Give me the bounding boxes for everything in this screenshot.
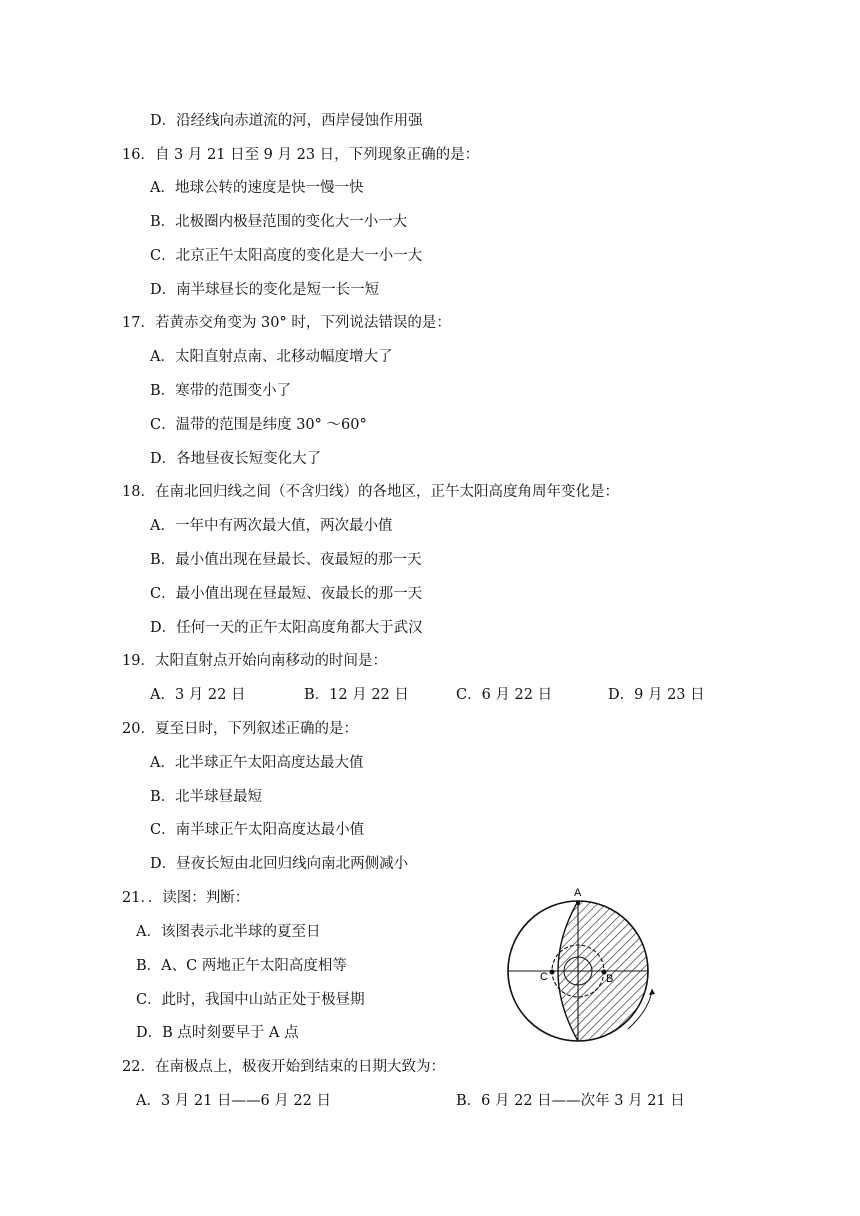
question-17: 17．若黄赤交角变为 30° 时，下列说法错误的是：: [122, 315, 451, 331]
question-20-option-d: D．昼夜长短由北回归线向南北两侧减小: [150, 856, 409, 872]
question-18-option-a: A．一年中有两次最大值，两次最小值: [150, 518, 393, 534]
question-16-option-c: C．北京正午太阳高度的变化是大一小一大: [150, 248, 423, 264]
question-21-option-b: B．A、C 两地正午太阳高度相等: [136, 958, 347, 974]
question-16-option-a: A．地球公转的速度是快一慢一快: [150, 180, 364, 196]
question-20-option-c: C．南半球正午太阳高度达最小值: [150, 822, 365, 838]
question-16: 16．自 3 月 21 日至 9 月 23 日，下列现象正确的是：: [122, 147, 480, 163]
question-17-option-b: B．寒带的范围变小了: [150, 383, 292, 399]
question-19: 19．太阳直射点开始向南移动的时间是：: [122, 653, 387, 669]
question-22: 22．在南极点上，极夜开始到结束的日期大致为：: [122, 1059, 445, 1075]
question-21-option-c: C．此时，我国中山站正处于极昼期: [136, 992, 365, 1008]
question-17-option-d: D．各地昼夜长短变化大了: [150, 451, 322, 467]
question-21-option-a: A．该图表示北半球的夏至日: [136, 924, 321, 940]
label-b: B: [606, 973, 614, 985]
point-c-dot: [550, 970, 555, 975]
question-16-option-b: B．北极圈内极昼范围的变化大一小一大: [150, 214, 408, 230]
question-16-option-d: D．南半球昼长的变化是短一长一短: [150, 282, 380, 298]
question-20: 20．夏至日时，下列叙述正确的是：: [122, 721, 358, 737]
earth-illumination-diagram: [498, 884, 668, 1044]
question-19-option-d: D．9 月 23 日: [608, 687, 705, 703]
question-21: 21．．读图：判断：: [122, 890, 250, 906]
question-19-option-c: C．6 月 22 日: [456, 687, 553, 703]
question-22-option-b: B．6 月 22 日——次年 3 月 21 日: [456, 1093, 685, 1109]
question-19-option-b: B．12 月 22 日: [304, 687, 409, 703]
question-20-option-a: A．北半球正午太阳高度达最大值: [150, 755, 364, 771]
question-15-option-d: D．沿经线向赤道流的河，西岸侵蚀作用强: [150, 113, 423, 129]
question-19-option-a: A．3 月 22 日: [150, 687, 246, 703]
question-18: 18．在南北回归线之间（不含归线）的各地区，正午太阳高度角周年变化是：: [122, 484, 619, 500]
question-17-option-c: C．温带的范围是纬度 30° ～60°: [150, 417, 367, 433]
question-18-option-b: B．最小值出现在昼最长、夜最短的那一天: [150, 552, 422, 568]
question-20-option-b: B．北半球昼最短: [150, 789, 263, 805]
label-c: C: [540, 971, 548, 983]
question-17-option-a: A．太阳直射点南、北移动幅度增大了: [150, 349, 393, 365]
question-21-option-d: D．B 点时刻要早于 A 点: [136, 1025, 299, 1041]
question-22-option-a: A．3 月 21 日——6 月 22 日: [136, 1093, 331, 1109]
label-a: A: [574, 887, 582, 899]
point-a-dot: [576, 901, 580, 905]
question-18-option-c: C．最小值出现在昼最短、夜最长的那一天: [150, 586, 423, 602]
question-18-option-d: D．任何一天的正午太阳高度角都大于武汉: [150, 620, 423, 636]
rotation-arrowhead: [649, 989, 655, 995]
